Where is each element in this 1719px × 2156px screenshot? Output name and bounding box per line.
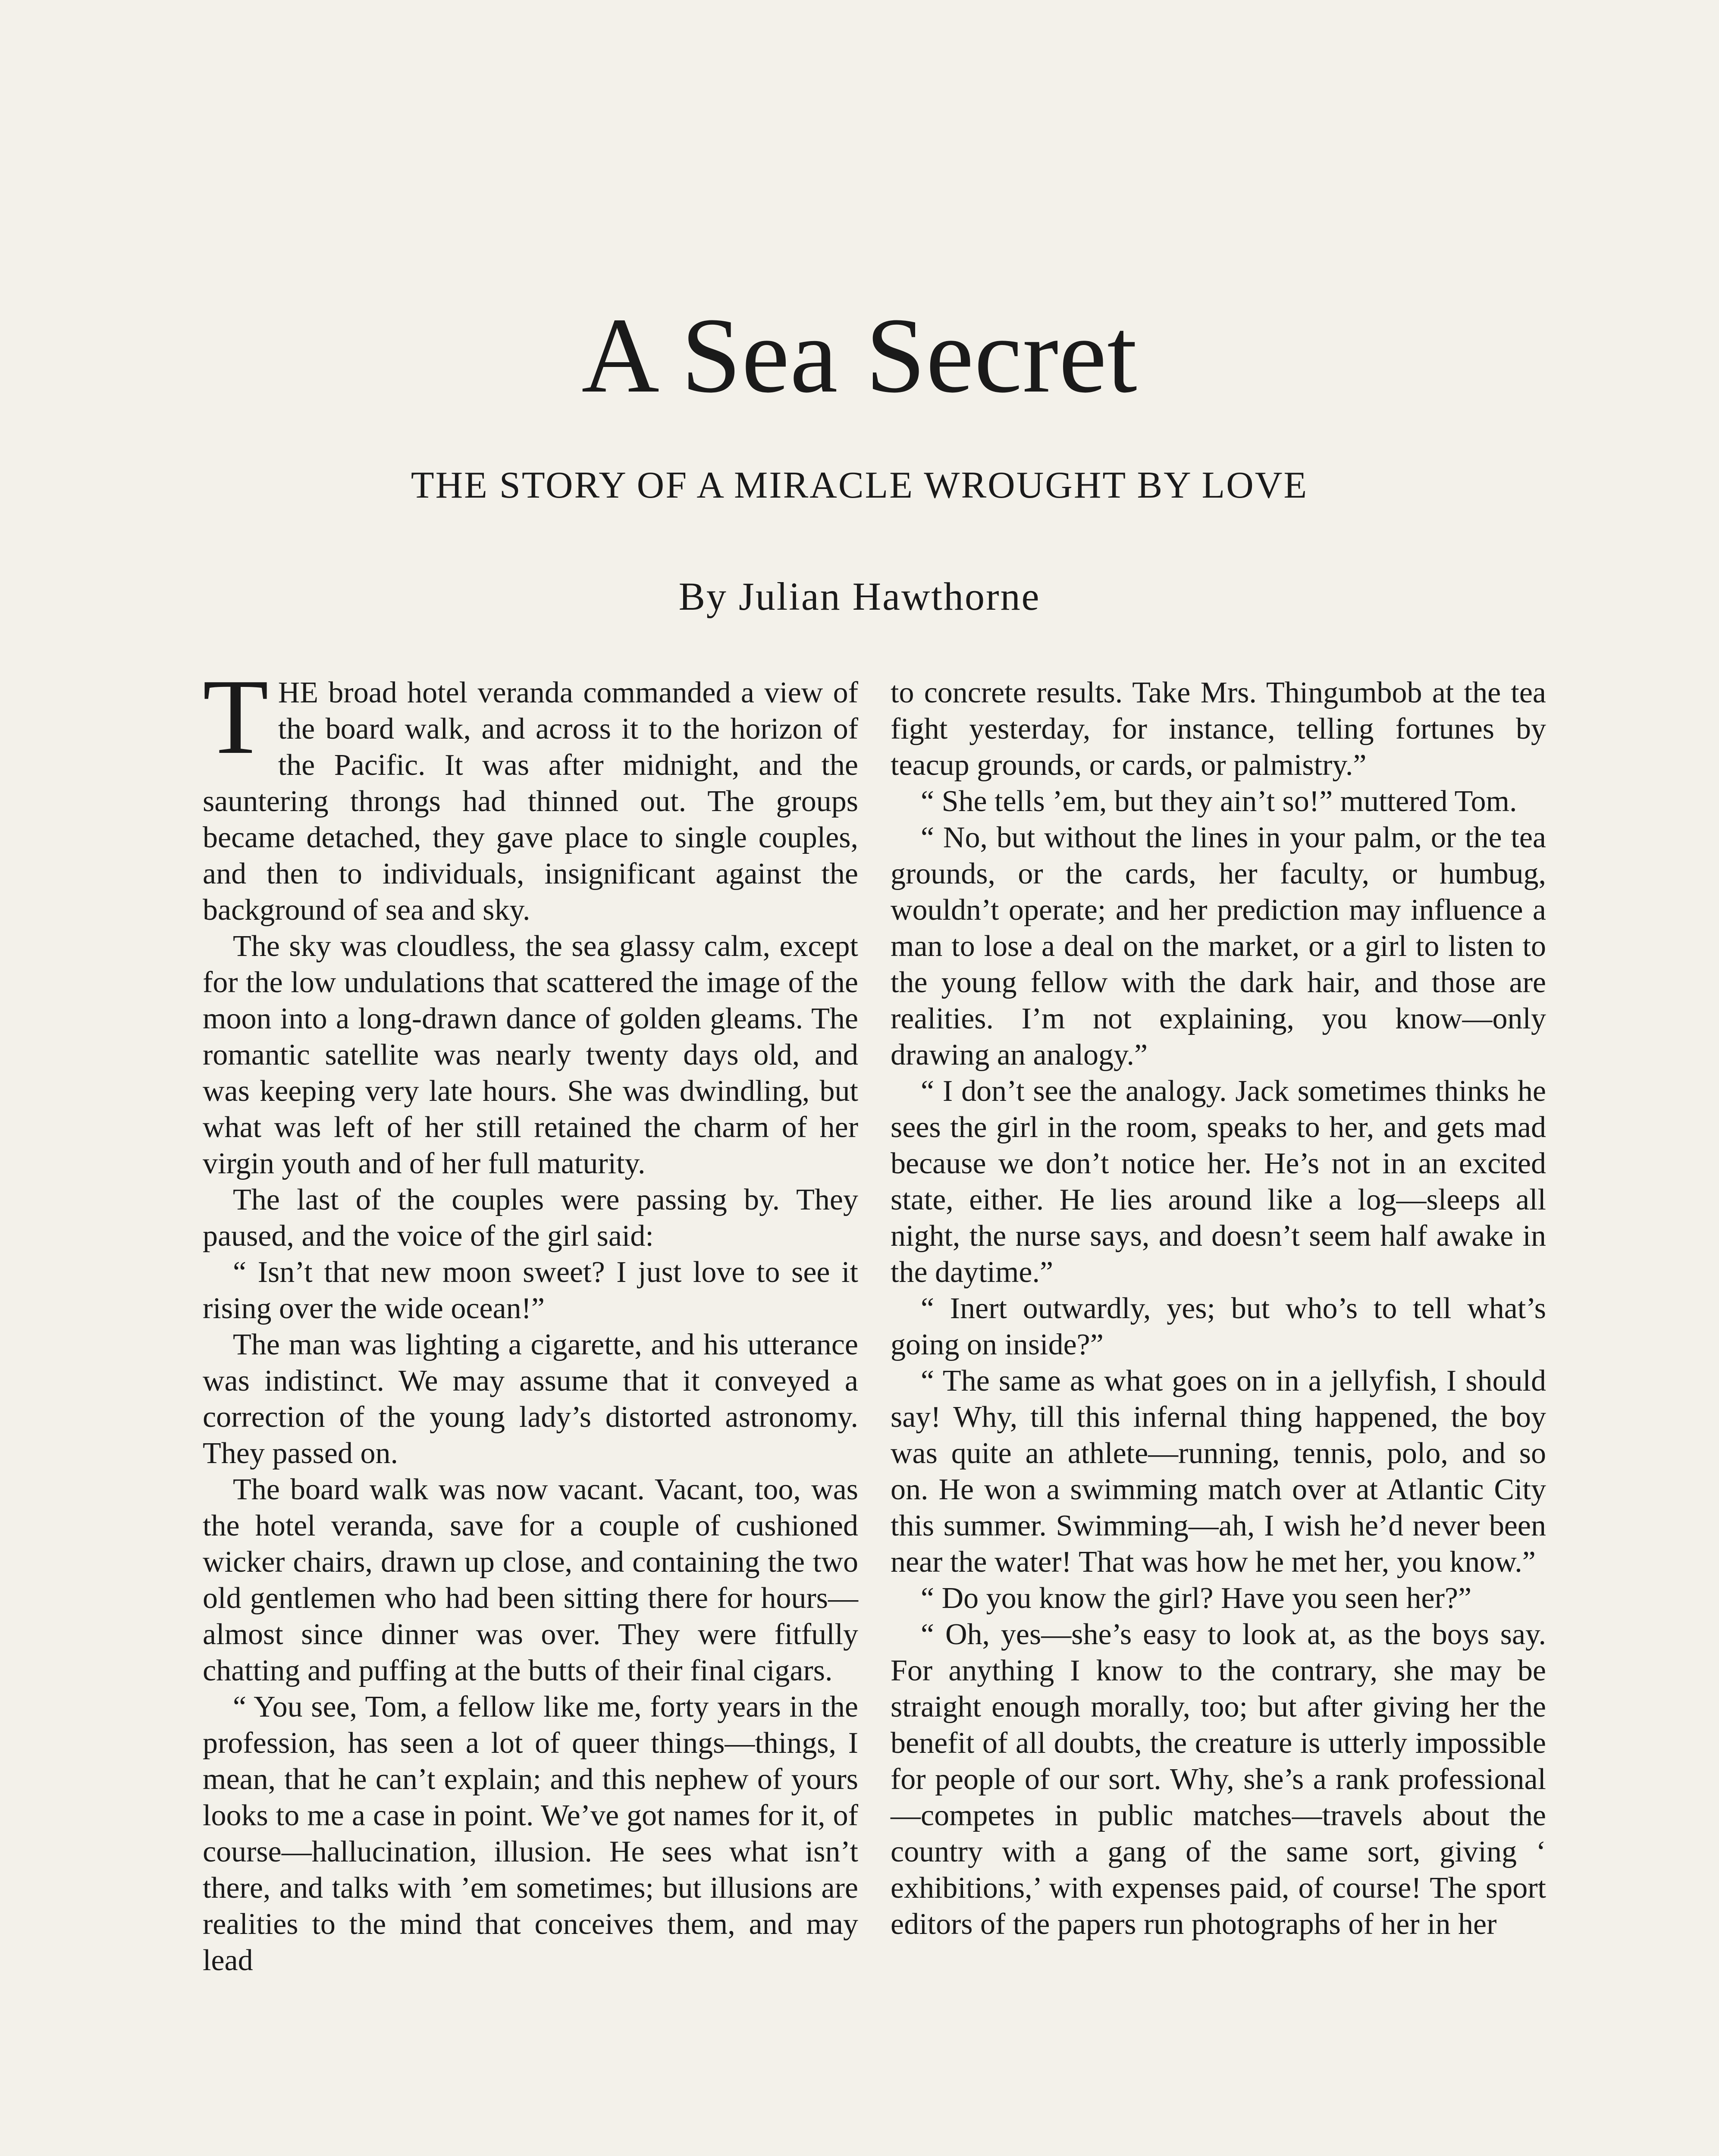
opening-paragraph-text: broad hotel veranda commanded a view of the board walk, and across it to the horizon of the Pacific. It was after midnight, and the sauntering throngs had thinned out. The groups became detached, they gave place to single couples, and then to individuals, insignificant against the background of sea and sky.: [203, 676, 858, 927]
opening-paragraph: [203, 657, 858, 928]
body-paragraph: The sky was cloudless, the sea glassy calm, except for the low undulations that scattered the image of the moon into a long-drawn dance of golden gleams. The romantic satellite was nearly twenty days old, and was keeping very late hours. She was dwindling, but what was left of her still retained the charm of her virgin youth and of her full maturity.: [203, 930, 858, 1180]
opening-word-rest: HE: [278, 676, 319, 709]
article-byline: By Julian Hawthorne: [678, 574, 1041, 618]
body-paragraph: The board walk was now vacant. Vacant, too, was the hotel veranda, save for a couple of cushioned wicker chairs, drawn up close, and containing the two old gentlemen who had been sitting there for hours—almost since dinner was over. They were fitfully chatting and puffing at the butts of their final cigars.: [203, 1473, 858, 1687]
body-paragraph: “ Do you know the girl? Have you seen her?”: [921, 1582, 1472, 1615]
body-paragraph: “ Isn’t that new moon sweet? I just love to see it rising over the wide ocean!”: [203, 1256, 858, 1325]
body-paragraph: The man was lighting a cigarette, and his utterance was indistinct. We may assume that it conveyed a correction of the young lady’s distorted astronomy. They passed on.: [203, 1328, 858, 1470]
body-paragraph: “ No, but without the lines in your palm, or the tea grounds, or the cards, her faculty, or humbug, wouldn’t operate; and her prediction may influence a man to lose a deal on the market, or a girl to listen to the young fellow with the dark hair, and those are realities. I’m not explaining, you know—only drawing an analogy.”: [891, 821, 1546, 1072]
body-paragraph: “ She tells ’em, but they ain’t so!” muttered Tom.: [921, 785, 1517, 818]
continued-paragraph: to concrete results. Take Mrs. Thingumbob at the tea fight yesterday, for instance, telling fortunes by teacup grounds, or cards, or palmistry.”: [891, 676, 1546, 782]
article-subtitle: THE STORY OF A MIRACLE WROUGHT BY LOVE: [411, 464, 1308, 506]
article-title: A Sea Secret: [581, 296, 1138, 415]
body-paragraph: The last of the couples were passing by. They paused, and the voice of the girl said:: [203, 1183, 858, 1253]
body-paragraph: “ I don’t see the analogy. Jack sometimes thinks he sees the girl in the room, speaks to her, and gets mad because we don’t notice her. He’s not in an excited state, either. He lies around like a log—sleeps all night, the nurse says, and doesn’t seem half awake in the daytime.”: [891, 1075, 1546, 1289]
body-paragraph: “ You see, Tom, a fellow like me, forty years in the profession, has seen a lot of queer things—things, I mean, that he can’t explain; and this nephew of yours looks to me a case in point. We’ve got names for it, of course—hallucination, illusion. He sees what isn’t there, and talks with ’em sometimes; but illusions are realities to the mind that conceives them, and may lead: [203, 1690, 858, 1977]
left-column: [203, 657, 858, 1979]
drop-cap: T: [203, 657, 269, 777]
body-paragraph: “ Oh, yes—she’s easy to look at, as the boys say. For anything I know to the contrary, she may be straight enough morally, too; but after giving her the benefit of all doubts, the creature is utterly impossible for people of our sort. Why, she’s a rank professional—competes in public matches—travels about the country with a gang of the same sort, giving ‘ exhibitions,’ with expenses paid, of course! The sport editors of the papers run photographs of her in her: [891, 1618, 1546, 1941]
right-column: [891, 675, 1546, 1943]
body-paragraph: “ Inert outwardly, yes; but who’s to tell what’s going on inside?”: [891, 1292, 1546, 1361]
body-paragraph: “ The same as what goes on in a jellyfish, I should say! Why, till this infernal thing happened, the boy was quite an athlete—running, tennis, polo, and so on. He won a swimming match over at Atlantic City this summer. Swimming—ah, I wish he’d never been near the water! That was how he met her, you know.”: [891, 1364, 1546, 1579]
